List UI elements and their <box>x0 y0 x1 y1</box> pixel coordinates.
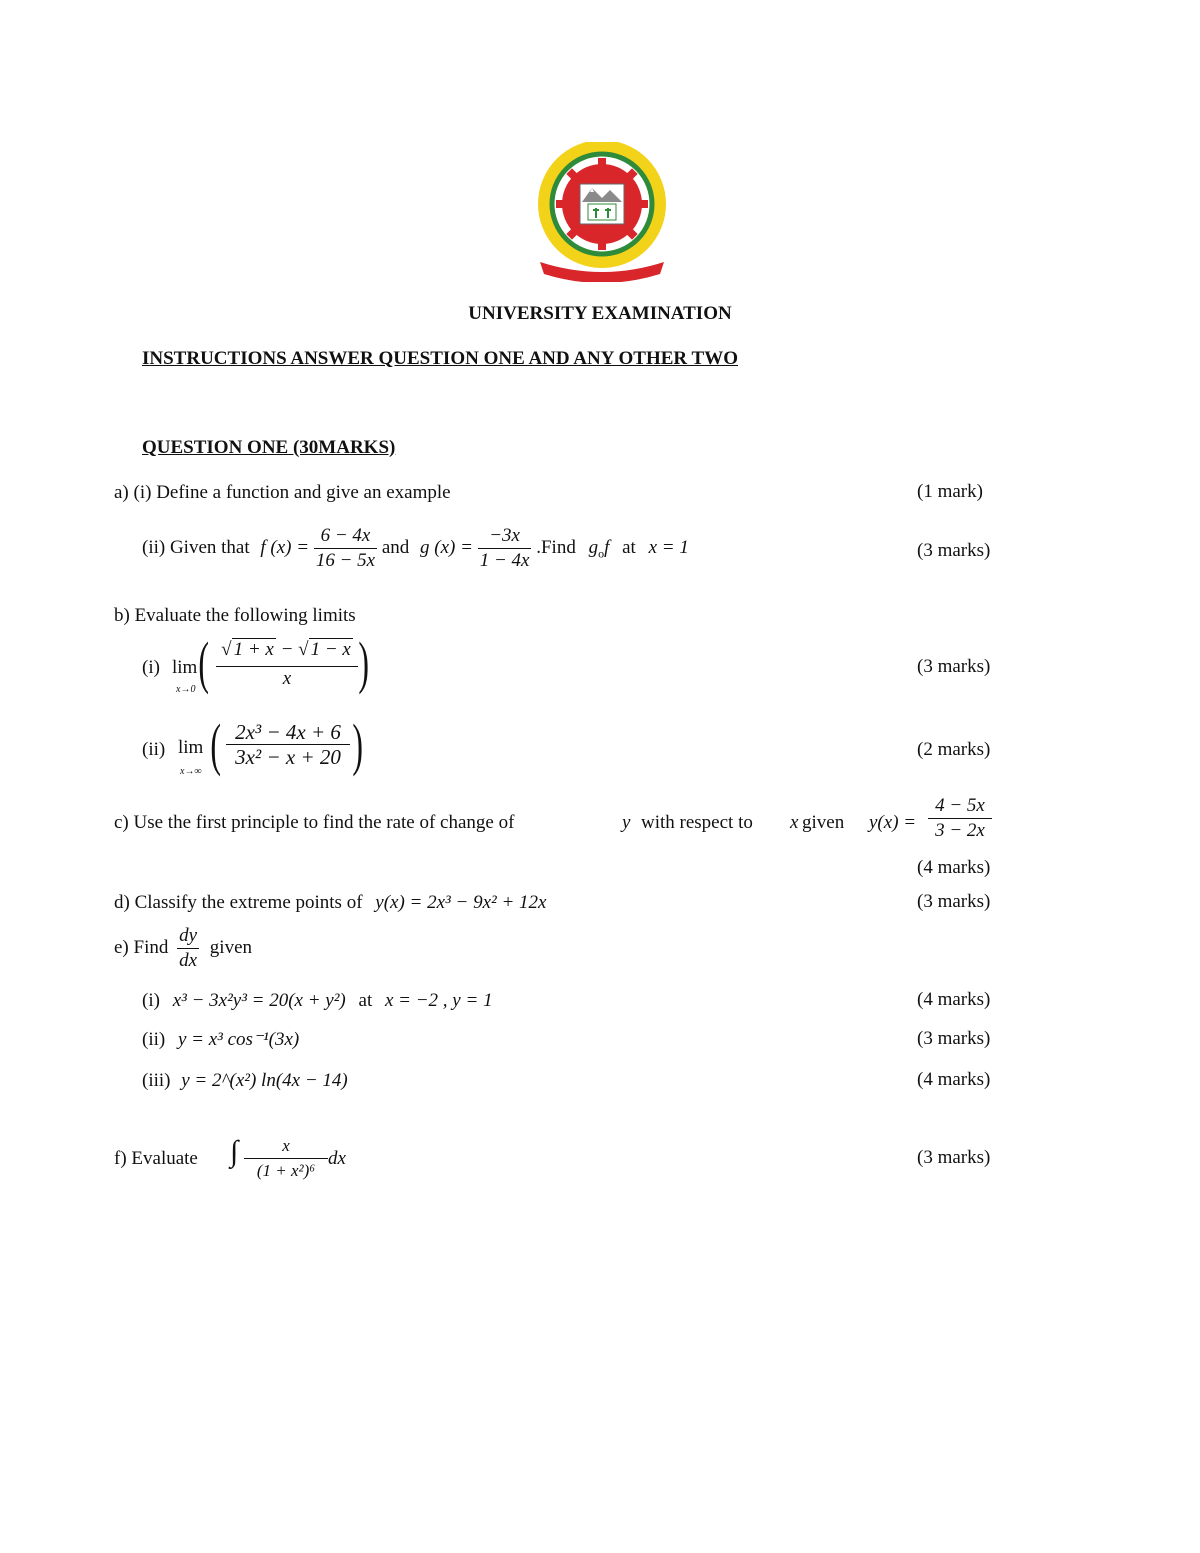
d-label: d) Classify the extreme points of <box>114 892 363 913</box>
question-d <box>114 891 546 915</box>
f-label: f) Evaluate <box>114 1148 198 1169</box>
b-i-label: (i) <box>142 657 160 678</box>
e-dy: dy <box>179 925 198 946</box>
e-derivative <box>177 924 199 973</box>
c-given: given <box>802 812 845 833</box>
b-ii-numerator: 2x³ − 4x + 6 <box>235 720 341 744</box>
question-a-i: a) (i) Define a function and give an example <box>114 482 451 503</box>
c-y: y <box>622 812 631 833</box>
gof-g: g <box>588 536 599 558</box>
marks-a-i: (1 mark) <box>917 481 983 502</box>
b-ii-denominator: 3x² − x + 20 <box>226 744 350 769</box>
e-i-at: at <box>358 990 373 1011</box>
f-fraction <box>314 524 377 573</box>
b-i-close-paren: ) <box>358 630 369 695</box>
e-i-expr: x³ − 3x²y³ = 20(x + y²) <box>172 990 346 1011</box>
marks-c: (4 marks) <box>917 857 991 878</box>
at-text: at <box>622 536 636 558</box>
f-numerator: 6 − 4x <box>320 525 371 546</box>
c-numerator: 4 − 5x <box>935 795 985 816</box>
a-ii-condition: x = 1 <box>648 536 689 558</box>
g-fraction <box>478 524 532 573</box>
e-ii-label: (ii) <box>142 1029 166 1050</box>
e-i-label: (i) <box>142 990 160 1011</box>
marks-e-i: (4 marks) <box>917 989 991 1010</box>
marks-e-ii: (3 marks) <box>917 1028 991 1049</box>
question-a-ii <box>142 524 689 573</box>
b-ii-open-paren: ( <box>210 712 221 777</box>
b-i-fraction: √ 1 + x − √ 1 − x x <box>216 638 358 691</box>
e-dx: dx <box>179 950 198 971</box>
marks-a-ii: (3 marks) <box>917 540 991 561</box>
c-fraction <box>928 794 992 843</box>
find-text: .Find <box>536 536 576 558</box>
e-label: e) Find <box>114 936 169 958</box>
b-i-lim: lim <box>172 657 198 678</box>
c-denominator: 3 − 2x <box>928 818 992 843</box>
b-i-root-b: 1 − x <box>310 639 351 660</box>
b-ii-lim: lim <box>178 737 204 758</box>
c-wrt: with respect to <box>641 812 753 833</box>
b-i-root-a: 1 + x <box>233 639 274 660</box>
question-b: b) Evaluate the following limits <box>114 605 356 626</box>
c-label: c) Use the first principle to find the rate of change of <box>114 812 515 833</box>
and-text: and <box>381 536 410 558</box>
marks-d: (3 marks) <box>917 891 991 912</box>
b-i-lim-sub: x→0 <box>176 684 196 695</box>
instructions: INSTRUCTIONS ANSWER QUESTION ONE AND ANY OTHER TWO <box>142 348 738 369</box>
e-iii-expr: y = 2^(x²) ln(4x − 14) <box>181 1070 348 1091</box>
question-e-ii <box>142 1028 299 1052</box>
b-ii-lim-sub: x→∞ <box>180 766 202 777</box>
marks-e-iii: (4 marks) <box>917 1069 991 1090</box>
gear-ring <box>542 144 662 264</box>
b-ii-fraction <box>226 720 350 769</box>
university-logo <box>530 142 670 282</box>
d-expr: y(x) = 2x³ − 9x² + 12x <box>375 892 547 913</box>
question-e <box>114 924 252 973</box>
question-heading: QUESTION ONE (30MARKS) <box>142 437 396 458</box>
b-i-open-paren: ( <box>198 630 209 695</box>
b-ii-close-paren: ) <box>352 712 363 777</box>
e-given: given <box>209 936 253 958</box>
marks-f: (3 marks) <box>917 1147 991 1168</box>
f-denominator: 16 − 5x <box>315 550 376 571</box>
c-x: x <box>790 812 799 833</box>
exam-title: UNIVERSITY EXAMINATION <box>468 303 732 324</box>
b-i-minus: − <box>280 639 294 660</box>
marks-b-ii: (2 marks) <box>917 739 991 760</box>
b-i-denominator: x <box>216 666 358 691</box>
b-ii-label: (ii) <box>142 739 166 760</box>
g-numerator: −3x <box>489 525 520 546</box>
g-denominator: 1 − 4x <box>479 550 530 571</box>
c-yx: y(x) = <box>869 812 917 833</box>
f-integrand <box>244 1134 328 1183</box>
f-def: f (x) = <box>260 536 310 558</box>
f-dx: dx <box>328 1148 346 1169</box>
gof-o: o <box>598 546 605 561</box>
e-ii-expr: y = x³ cos⁻¹(3x) <box>177 1029 300 1050</box>
question-e-i <box>142 989 493 1013</box>
integral-sign: ∫ <box>230 1135 239 1168</box>
marks-b-i: (3 marks) <box>917 656 991 677</box>
a-ii-label: (ii) Given that <box>142 536 250 558</box>
g-def: g (x) = <box>420 536 473 558</box>
f-numerator: x <box>282 1136 290 1155</box>
e-iii-label: (iii) <box>142 1070 171 1091</box>
f-denominator: (1 + x²)⁶ <box>244 1158 328 1183</box>
e-i-cond: x = −2 , y = 1 <box>384 990 493 1011</box>
gof-f: f <box>604 536 610 558</box>
question-e-iii <box>142 1069 348 1093</box>
